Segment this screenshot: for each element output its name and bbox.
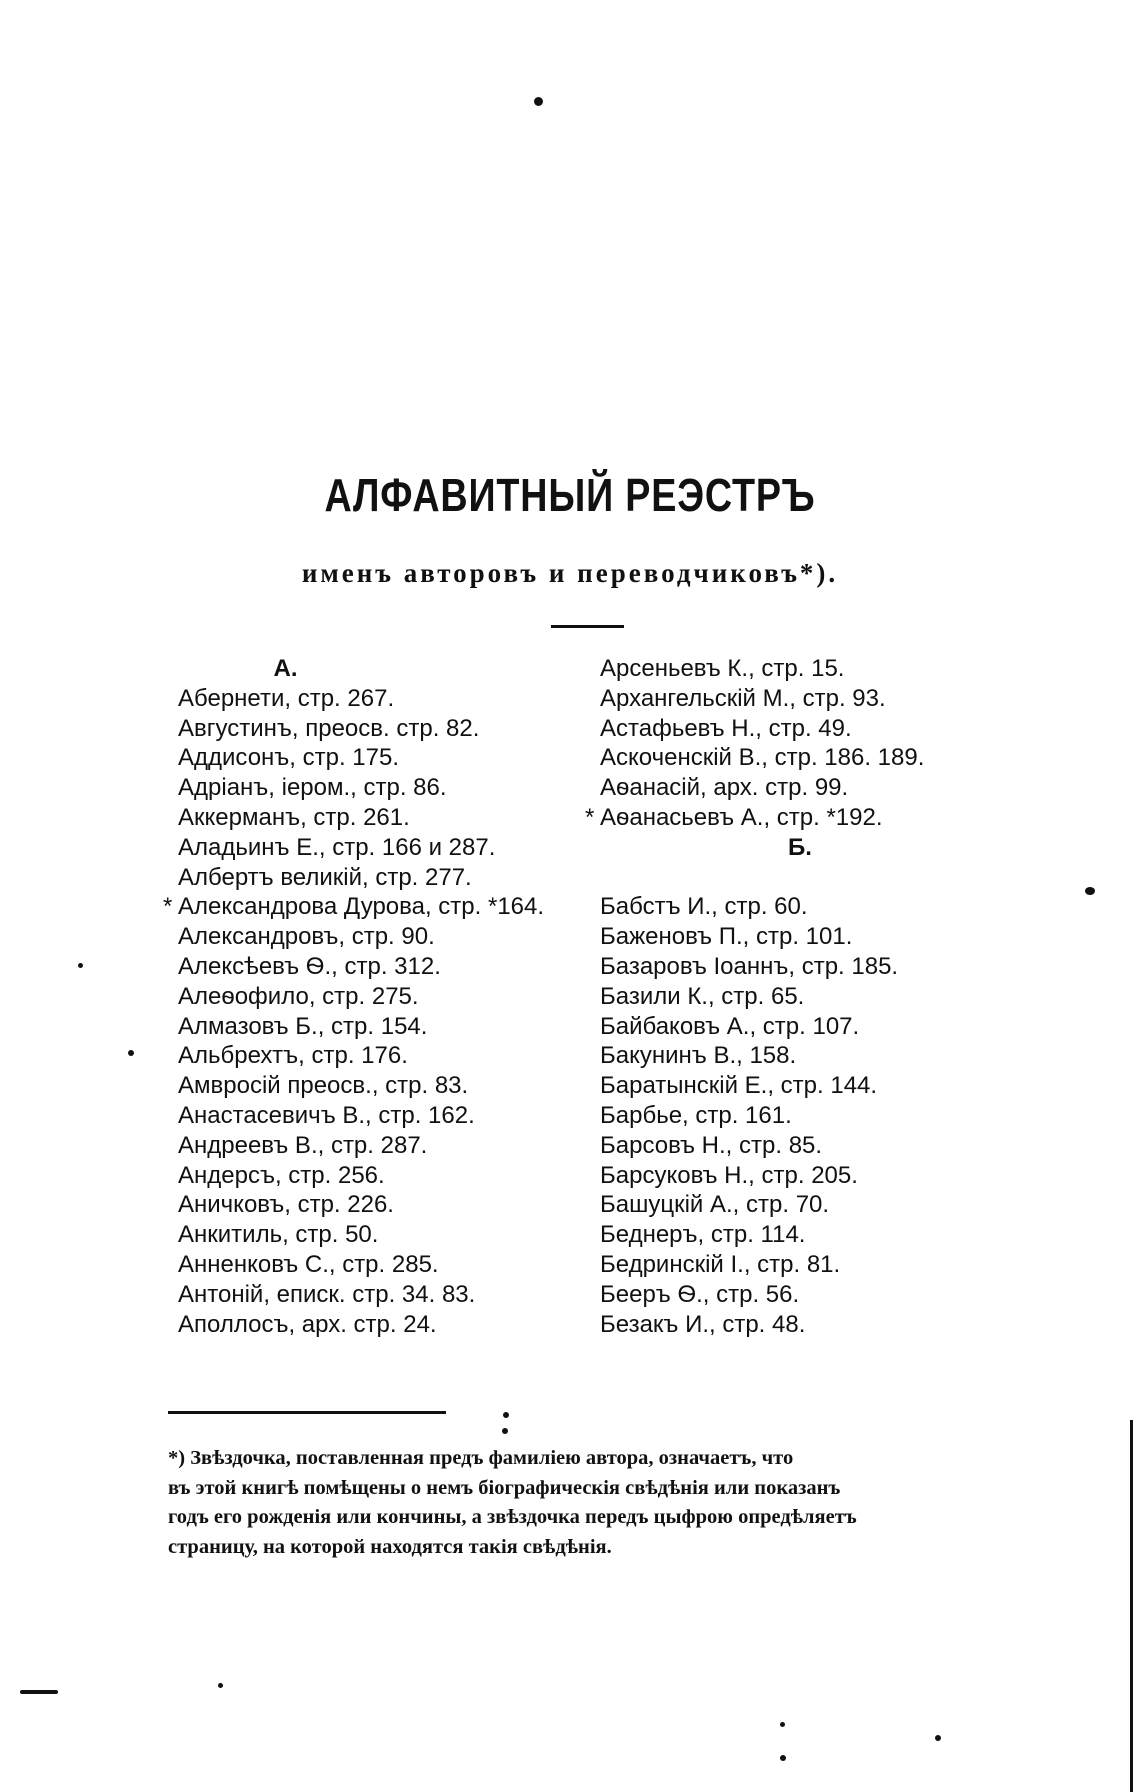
index-entry: Александровъ, стр. 90. xyxy=(178,923,435,951)
ink-speck xyxy=(502,1428,508,1434)
index-entry: * Аѳанасьевъ А., стр. *192. xyxy=(600,803,1040,833)
index-entry: Безакъ И., стр. 48. xyxy=(600,1310,806,1338)
page-title: АЛФАВИТНЫЙ РЕЭСТРЪ xyxy=(324,469,816,521)
index-entry: Барсовъ Н., стр. 85. xyxy=(600,1131,823,1159)
index-entry: Аддисонъ, стр. 175. xyxy=(178,744,400,772)
index-entry: Антоній, еписк. стр. 34. 83. xyxy=(178,1280,476,1308)
index-entry: Алексѣевъ Ѳ., стр. 312. xyxy=(178,952,441,980)
index-entry: Аѳанасій, арх. стр. 99. xyxy=(600,774,849,802)
ink-speck xyxy=(780,1755,786,1761)
spacer xyxy=(600,863,1040,893)
footnote-line: въ этой книгѣ помѣщены о немъ біографическія свѣдѣнія или показанъ xyxy=(168,1476,841,1499)
index-entry: Барбье, стр. 161. xyxy=(600,1101,792,1129)
index-entry: Августинъ, преосв. стр. 82. xyxy=(178,714,480,742)
ink-speck xyxy=(534,97,543,106)
ink-speck xyxy=(780,1722,785,1727)
title-divider xyxy=(551,625,624,628)
index-entry: Бабстъ И., стр. 60. xyxy=(600,893,808,921)
ink-speck xyxy=(935,1735,941,1741)
index-entry: Арсеньевъ К., стр. 15. xyxy=(600,655,845,682)
ink-speck xyxy=(218,1683,223,1688)
index-entry: Башуцкій А., стр. 70. xyxy=(600,1191,830,1219)
index-entry: Баженовъ П., стр. 101. xyxy=(600,923,853,951)
index-entry: Аполлосъ, арх. стр. 24. xyxy=(178,1310,437,1338)
index-entry: Анастасевичъ В., стр. 162. xyxy=(178,1101,475,1129)
index-entry: Абернети, стр. 267. xyxy=(178,684,395,712)
index-entry: Альбрехтъ, стр. 176. xyxy=(178,1042,408,1070)
index-entry: Андерсъ, стр. 256. xyxy=(178,1161,385,1189)
letter-heading: А. xyxy=(273,655,298,682)
index-entry: * Александрова Дурова, стр. *164. xyxy=(178,892,598,922)
index-entry: Амвросій преосв., стр. 83. xyxy=(178,1072,469,1100)
footnote-line: страницу, на которой находятся такія свѣдѣнія. xyxy=(168,1535,612,1558)
ink-speck xyxy=(128,1050,134,1056)
ink-speck xyxy=(503,1412,509,1418)
index-entry: Барсуковъ Н., стр. 205. xyxy=(600,1161,858,1189)
ink-speck xyxy=(1085,887,1095,895)
index-entry: Анкитиль, стр. 50. xyxy=(178,1221,379,1249)
index-entry: Аничковъ, стр. 226. xyxy=(178,1191,394,1219)
letter-heading: Б. xyxy=(788,833,812,861)
index-entry: Аладьинъ Е., стр. 166 и 287. xyxy=(178,833,496,861)
index-entry: Баратынскій Е., стр. 144. xyxy=(600,1072,878,1100)
footnote-line: *) Звѣздочка, поставленная предъ фамиліею автора, означаетъ, что xyxy=(168,1447,794,1469)
index-entry: Беднеръ, стр. 114. xyxy=(600,1221,806,1249)
index-entry: Бакунинъ В., 158. xyxy=(600,1042,797,1070)
index-entry: Адріанъ, іером., стр. 86. xyxy=(178,774,447,802)
footnote xyxy=(168,1444,1018,1562)
index-entry: Астафьевъ Н., стр. 49. xyxy=(600,714,852,742)
footnote-line: годъ его рожденія или кончины, а звѣздочка передъ цыфрою опредѣляетъ xyxy=(168,1506,857,1529)
index-entry: Андреевъ В., стр. 287. xyxy=(178,1131,428,1159)
index-entry: Алеѳофило, стр. 275. xyxy=(178,982,419,1010)
index-entry: Базили К., стр. 65. xyxy=(600,982,805,1010)
ink-speck xyxy=(20,1690,58,1694)
index-entry: Бедринскій І., стр. 81. xyxy=(600,1250,841,1278)
ink-speck xyxy=(1130,1420,1133,1792)
index-entry: Анненковъ С., стр. 285. xyxy=(178,1250,439,1278)
index-entry: Байбаковъ А., стр. 107. xyxy=(600,1012,860,1040)
index-column-left xyxy=(178,654,598,1339)
index-entry: Албертъ великій, стр. 277. xyxy=(178,863,472,891)
index-entry: Аскоченскій В., стр. 186. 189. xyxy=(600,744,925,772)
index-entry: Аккерманъ, стр. 261. xyxy=(178,803,410,831)
index-entry: Базаровъ Іоаннъ, стр. 185. xyxy=(600,952,899,980)
index-entry: Бееръ Ѳ., стр. 56. xyxy=(600,1280,800,1308)
index-column-right xyxy=(600,654,1040,1339)
index-entry: Алмазовъ Б., стр. 154. xyxy=(178,1012,428,1040)
ink-speck xyxy=(78,963,83,968)
page-subtitle: именъ авторовъ и переводчиковъ*). xyxy=(301,558,839,588)
index-entry: Архангельскій М., стр. 93. xyxy=(600,684,886,712)
footnote-divider xyxy=(168,1411,446,1414)
